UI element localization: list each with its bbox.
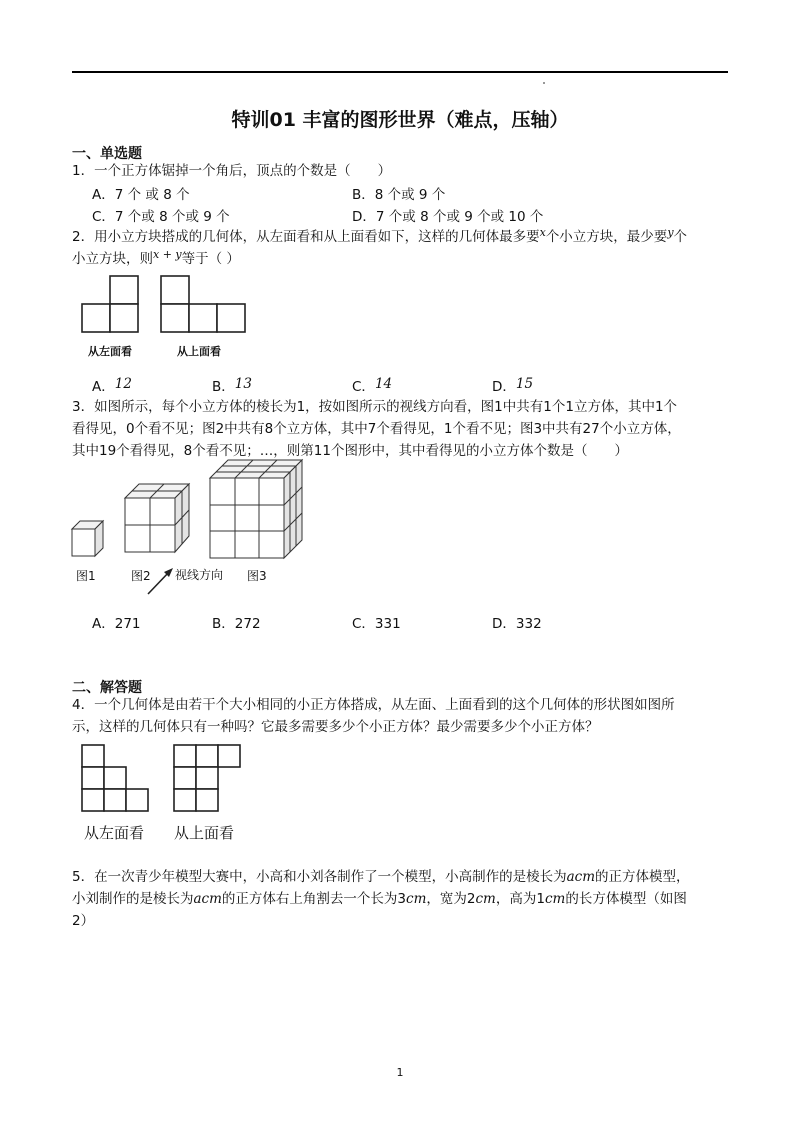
- q2-caption-top: 从上面看: [177, 345, 221, 358]
- q5-l2a: 小刘制作的是棱长为: [72, 891, 194, 907]
- q2-option-d: [492, 375, 533, 395]
- q2-option-b-value: 13: [234, 376, 252, 392]
- q5-l2b: 的正方体右上角割去一个长为3: [221, 891, 407, 907]
- section-heading-single-choice: 一、单选题: [72, 146, 142, 162]
- q2-stem2-b: 等于（ ）: [181, 251, 240, 267]
- q2-option-a-value: 12: [114, 376, 132, 392]
- q5-l1b: 的正方体模型，: [595, 869, 690, 885]
- q2-stem-line1: [72, 226, 687, 249]
- q5-l1var: acm: [566, 869, 596, 885]
- q2-caption-left: 从左面看: [88, 345, 132, 358]
- q3-figure-2-label: 图2: [131, 569, 151, 583]
- q2-option-a: [92, 375, 132, 395]
- q5-l2u2: cm: [475, 891, 496, 907]
- q3-option-a: A．271: [92, 616, 141, 632]
- q2-var-x: x: [539, 226, 546, 239]
- q1-stem: 1．一个正方体锯掉一个角后，顶点的个数是（ ）: [72, 163, 392, 179]
- q3-stem-line3: 其中19个看得见，8个看不见；…，则第11个图形中，其中看得见的小立方体个数是（ ）: [72, 443, 628, 459]
- q5-l2e: 的长方体模型（如图: [565, 891, 687, 907]
- q3-stem-line1: 3．如图所示，每个小立方体的棱长为1，按如图所示的视线方向看，图1中共有1个1立方体，其中1个: [72, 399, 678, 415]
- page-title: 特训01 丰富的图形世界（难点，压轴）: [231, 109, 569, 131]
- q5-stem-line1: [72, 866, 690, 888]
- q5-l1a: 5．在一次青少年模型大赛中，小高和小刘各制作了一个模型，小高制作的是棱长为: [72, 869, 567, 885]
- q2-stem-a: 2．用小立方块搭成的几何体，从左面看和从上面看如下，这样的几何体最多要: [72, 229, 540, 245]
- q1-option-d: D．7 个或 8 个或 9 个或 10 个: [352, 209, 544, 225]
- q4-caption-left: 从左面看: [84, 824, 145, 842]
- q2-var-xy: x + y: [153, 248, 182, 261]
- q5-l2u1: cm: [406, 891, 427, 907]
- q5-stem-line2: [72, 888, 687, 910]
- q2-option-d-value: 15: [515, 376, 534, 392]
- q3-figure-2-cube: [125, 484, 191, 556]
- page-number: 1: [396, 1066, 404, 1079]
- q2-left-view-figure: [82, 276, 142, 336]
- q1-option-b: B．8 个或 9 个: [352, 187, 446, 203]
- section-heading-answer: 二、解答题: [72, 680, 142, 696]
- q2-var-y: y: [667, 226, 674, 239]
- q2-option-a-label: A．: [92, 379, 115, 395]
- q2-option-c-label: C．: [352, 379, 375, 395]
- q2-stem2-a: 小立方块，则: [72, 251, 153, 267]
- q5-l2var: acm: [193, 891, 222, 907]
- q2-stem-c: 个: [673, 229, 688, 245]
- q2-option-c-value: 14: [374, 376, 393, 392]
- q2-option-b-label: B．: [212, 379, 235, 395]
- q2-option-d-label: D．: [492, 379, 516, 395]
- q3-option-d: D．332: [492, 616, 542, 632]
- q2-option-c: [352, 375, 392, 395]
- q3-figure-3-cube: [210, 460, 304, 560]
- q2-stem-b: 个小立方块，最少要: [545, 229, 668, 245]
- q1-option-c: C．7 个或 8 个或 9 个: [92, 209, 230, 225]
- q5-l2d: ，高为1: [495, 891, 545, 907]
- q3-figure-1-label: 图1: [76, 569, 96, 583]
- q3-sight-direction-label: 视线方向: [175, 568, 224, 582]
- q3-sight-arrow-icon: [146, 566, 176, 596]
- q5-l2c: ，宽为2: [426, 891, 476, 907]
- q1-option-a: A．7 个 或 8 个: [92, 187, 190, 203]
- q5-stem-line3: 2）: [72, 913, 95, 929]
- header-dot: [543, 82, 545, 84]
- q3-option-c: C．331: [352, 616, 401, 632]
- q3-stem-line2: 看得见，0个看不见；图2中共有8个立方体，其中7个看得见，1个看不见；图3中共有27个小立方体，: [72, 421, 681, 437]
- q5-l2u3: cm: [544, 891, 566, 907]
- q4-top-view-figure: [174, 745, 246, 817]
- header-rule: [72, 71, 728, 73]
- q4-caption-top: 从上面看: [174, 824, 235, 842]
- q3-option-b: B．272: [212, 616, 261, 632]
- q2-top-view-figure: [161, 276, 251, 336]
- q4-stem-line2: 示，这样的几何体只有一种吗？它最多需要多少个小正方体？最少需要多少个小正方体？: [72, 719, 599, 735]
- q2-stem-line2: [72, 248, 240, 271]
- q4-left-view-figure: [82, 745, 154, 817]
- q3-figure-3-label: 图3: [247, 569, 267, 583]
- q3-figure-1-cube: [72, 521, 108, 557]
- q4-stem-line1: 4．一个几何体是由若干个大小相同的小正方体搭成，从左面、上面看到的这个几何体的形状图如图所: [72, 697, 675, 713]
- q2-option-b: [212, 375, 252, 395]
